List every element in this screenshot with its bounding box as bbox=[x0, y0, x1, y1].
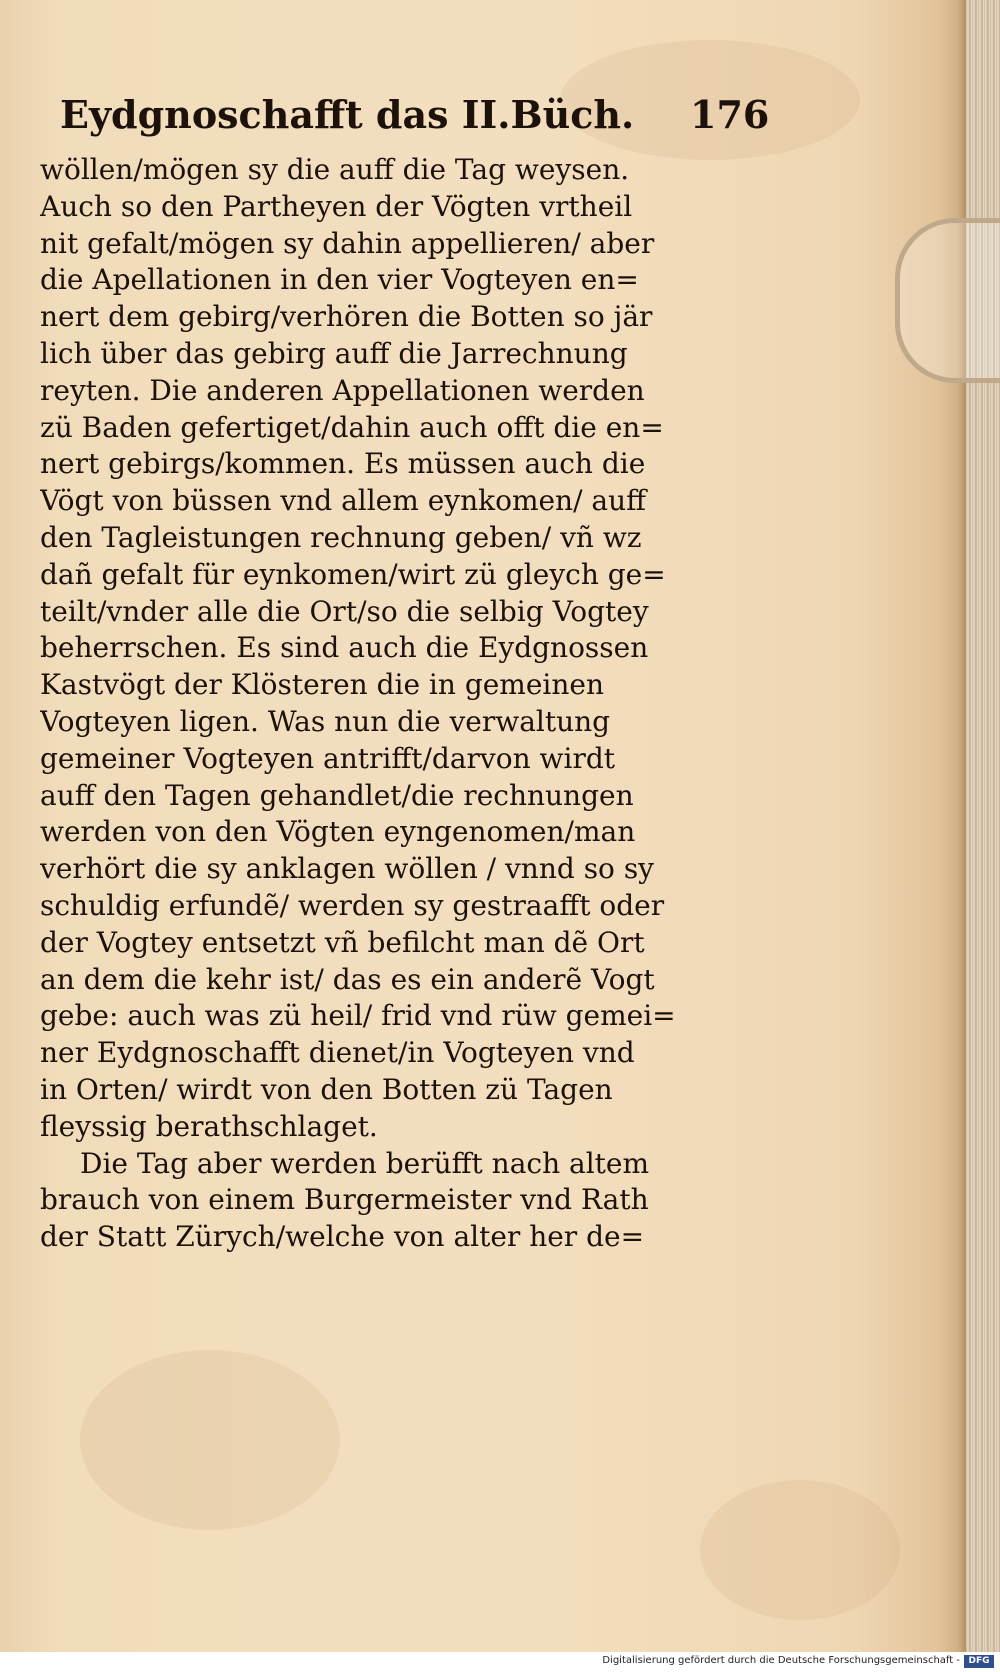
text-line: teilt/vnder alle die Ort/so die selbig Vogtey bbox=[40, 594, 649, 628]
digitization-credit: Digitalisierung gefördert durch die Deutsche Forschungsgemeinschaft - bbox=[602, 1655, 960, 1666]
running-title: Eydgnoschafft das II.Büch. bbox=[60, 92, 635, 137]
text-line: brauch von einem Burgermeister vnd Rath bbox=[40, 1183, 649, 1217]
dfg-logo: DFG bbox=[964, 1655, 994, 1668]
text-line: lich über das gebirg auff die Jarrechnung bbox=[40, 336, 628, 370]
bookmark-tab bbox=[895, 218, 1000, 383]
text-line: wöllen/mögen sy die auff die Tag weysen. bbox=[40, 153, 630, 186]
text-line: dañ gefalt für eynkomen/wirt zü gleych ge= bbox=[40, 557, 666, 591]
text-line: Vögt von büssen vnd allem eynkomen/ auff bbox=[40, 484, 647, 518]
text-line: zü Baden gefertiget/dahin auch offt die en= bbox=[40, 410, 664, 444]
text-line: die Apellationen in den vier Vogteyen en= bbox=[40, 263, 639, 297]
body-text bbox=[40, 152, 740, 1256]
text-line: ner Eydgnoschafft dienet/in Vogteyen vnd bbox=[40, 1036, 635, 1070]
text-line: Kastvögt der Klösteren die in gemeinen bbox=[40, 668, 605, 702]
text-line: fleyssig berathschlaget. bbox=[40, 1109, 378, 1143]
text-line: beherrschen. Es sind auch die Eydgnossen bbox=[40, 631, 649, 665]
text-line: in Orten/ wirdt von den Botten zü Tagen bbox=[40, 1072, 613, 1106]
text-line: werden von den Vögten eyngenomen/man bbox=[40, 815, 636, 849]
paper-stain bbox=[80, 1350, 340, 1530]
text-line: an dem die kehr ist/ das es ein anderẽ Vogt bbox=[40, 962, 655, 996]
text-line: nert dem gebirg/verhören die Botten so jär bbox=[40, 300, 653, 334]
page-header bbox=[60, 92, 770, 152]
text-line: nit gefalt/mögen sy dahin appellieren/ aber bbox=[40, 226, 655, 260]
text-line: reyten. Die anderen Appellationen werden bbox=[40, 373, 645, 407]
text-line: auff den Tagen gehandlet/die rechnungen bbox=[40, 778, 634, 812]
text-line: nert gebirgs/kommen. Es müssen auch die bbox=[40, 447, 646, 481]
text-line: Vogteyen ligen. Was nun die verwaltung bbox=[40, 704, 611, 738]
text-line: verhört die sy anklagen wöllen / vnnd so sy bbox=[40, 852, 655, 886]
paper-stain bbox=[700, 1480, 900, 1620]
folio-number: 176 bbox=[690, 92, 770, 137]
text-line: gebe: auch was zü heil/ frid vnd rüw gemei= bbox=[40, 999, 676, 1033]
text-line: gemeiner Vogteyen antrifft/darvon wirdt bbox=[40, 741, 616, 775]
text-line: schuldig erfundẽ/ werden sy gestraafft oder bbox=[40, 888, 665, 922]
text-line: Die Tag aber werden berüfft nach altem bbox=[80, 1146, 650, 1180]
text-line: der Vogtey entsetzt vñ befilcht man dẽ Ort bbox=[40, 925, 645, 959]
text-line: den Tagleistungen rechnung geben/ vñ wz bbox=[40, 520, 642, 554]
text-line: Auch so den Partheyen der Vögten vrtheil bbox=[40, 189, 633, 223]
text-line: der Statt Zürych/welche von alter her de= bbox=[40, 1220, 645, 1254]
